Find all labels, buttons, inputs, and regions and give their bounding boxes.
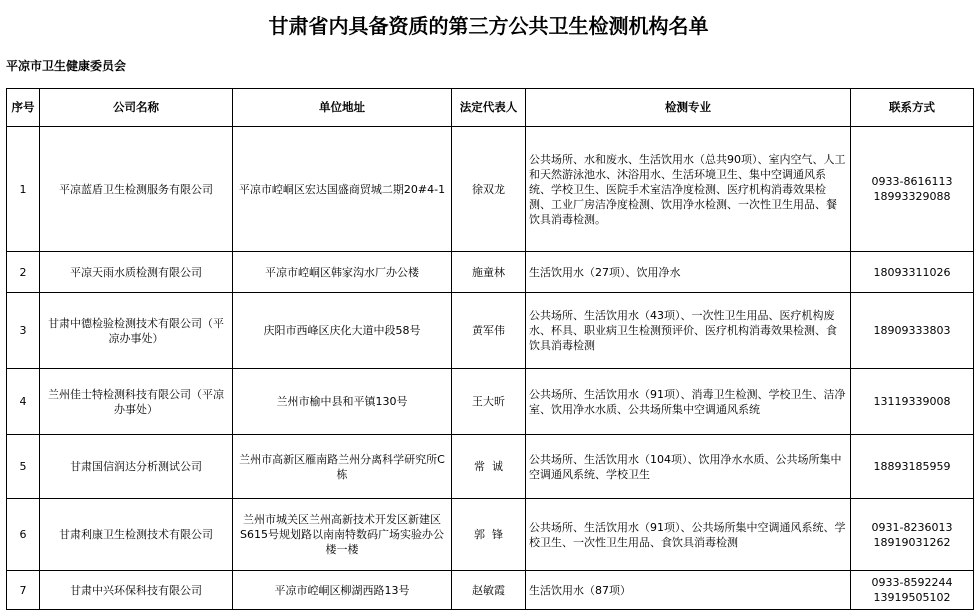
company-address: 平凉市崆峒区柳湖西路13号 [233, 571, 452, 610]
contact-info: 0933-8592244 13919505102 [851, 571, 974, 610]
company-name: 甘肃利康卫生检测技术有限公司 [40, 499, 233, 571]
header-rep: 法定代表人 [452, 89, 526, 127]
company-address: 兰州市榆中县和平镇130号 [233, 369, 452, 435]
testing-specialty: 公共场所、生活饮用水（104项）、饮用净水水质、公共场所集中空调通风系统、学校卫生 [526, 435, 851, 499]
testing-specialty: 公共场所、生活饮用水（91项）、消毒卫生检测、学校卫生、洁净室、饮用净水水质、公共场所集中空调通风系统 [526, 369, 851, 435]
company-address: 兰州市高新区雁南路兰州分离科学研究所C栋 [233, 435, 452, 499]
institution-table [6, 88, 974, 610]
table-header-row [7, 89, 974, 127]
testing-specialty: 生活饮用水（87项） [526, 571, 851, 610]
company-name: 平凉天雨水质检测有限公司 [40, 252, 233, 293]
table-row [7, 127, 974, 252]
contact-info: 0931-8236013 18919031262 [851, 499, 974, 571]
table-row [7, 499, 974, 571]
company-address: 平凉市崆峒区宏达国盛商贸城二期20#4-1 [233, 127, 452, 252]
header-spec: 检测专业 [526, 89, 851, 127]
company-name: 甘肃国信润达分析测试公司 [40, 435, 233, 499]
company-name: 兰州佳士特检测科技有限公司（平凉办事处） [40, 369, 233, 435]
header-contact: 联系方式 [851, 89, 974, 127]
legal-representative: 王大昕 [452, 369, 526, 435]
contact-info: 18093311026 [851, 252, 974, 293]
legal-representative: 常 诚 [452, 435, 526, 499]
company-name: 甘肃中兴环保科技有限公司 [40, 571, 233, 610]
table-row [7, 571, 974, 610]
legal-representative: 赵敏霞 [452, 571, 526, 610]
header-address: 单位地址 [233, 89, 452, 127]
testing-specialty: 公共场所、生活饮用水（43项）、一次性卫生用品、医疗机构废水、杯具、职业病卫生检测预评价、医疗机构消毒效果检测、食饮具消毒检测 [526, 293, 851, 369]
testing-specialty: 生活饮用水（27项）、饮用净水 [526, 252, 851, 293]
contact-info: 18893185959 [851, 435, 974, 499]
company-name: 甘肃中德检验检测技术有限公司（平凉办事处） [40, 293, 233, 369]
row-number: 3 [7, 293, 40, 369]
row-number: 6 [7, 499, 40, 571]
legal-representative: 郭 锋 [452, 499, 526, 571]
legal-representative: 施童林 [452, 252, 526, 293]
issuer-subtitle: 平凉市卫生健康委员会 [6, 59, 127, 73]
legal-representative: 徐双龙 [452, 127, 526, 252]
row-number: 4 [7, 369, 40, 435]
contact-info: 18909333803 [851, 293, 974, 369]
company-address: 平凉市崆峒区韩家沟水厂办公楼 [233, 252, 452, 293]
row-number: 5 [7, 435, 40, 499]
table-row [7, 252, 974, 293]
testing-specialty: 公共场所、水和废水、生活饮用水（总共90项）、室内空气、人工和天然游泳池水、沐浴用水、生活环境卫生、集中空调通风系统、学校卫生、医院手术室洁净度检测、医疗机构消毒效果检测、工业厂房洁净度检测、饮用净水检测、一次性卫生用品、餐饮具消毒检测。 [526, 127, 851, 252]
table-row [7, 293, 974, 369]
company-address: 兰州市城关区兰州高新技术开发区新建区S615号规划路以南南特数码广场实验办公楼一楼 [233, 499, 452, 571]
row-number: 1 [7, 127, 40, 252]
legal-representative: 黄军伟 [452, 293, 526, 369]
row-number: 2 [7, 252, 40, 293]
row-number: 7 [7, 571, 40, 610]
table-row [7, 369, 974, 435]
contact-info: 13119339008 [851, 369, 974, 435]
header-company: 公司名称 [40, 89, 233, 127]
testing-specialty: 公共场所、生活饮用水（91项）、公共场所集中空调通风系统、学校卫生、一次性卫生用品、食饮具消毒检测 [526, 499, 851, 571]
header-no: 序号 [7, 89, 40, 127]
contact-info: 0933-8616113 18993329088 [851, 127, 974, 252]
company-address: 庆阳市西峰区庆化大道中段58号 [233, 293, 452, 369]
page-title: 甘肃省内具备资质的第三方公共卫生检测机构名单 [268, 14, 709, 38]
table-row [7, 435, 974, 499]
company-name: 平凉蓝盾卫生检测服务有限公司 [40, 127, 233, 252]
